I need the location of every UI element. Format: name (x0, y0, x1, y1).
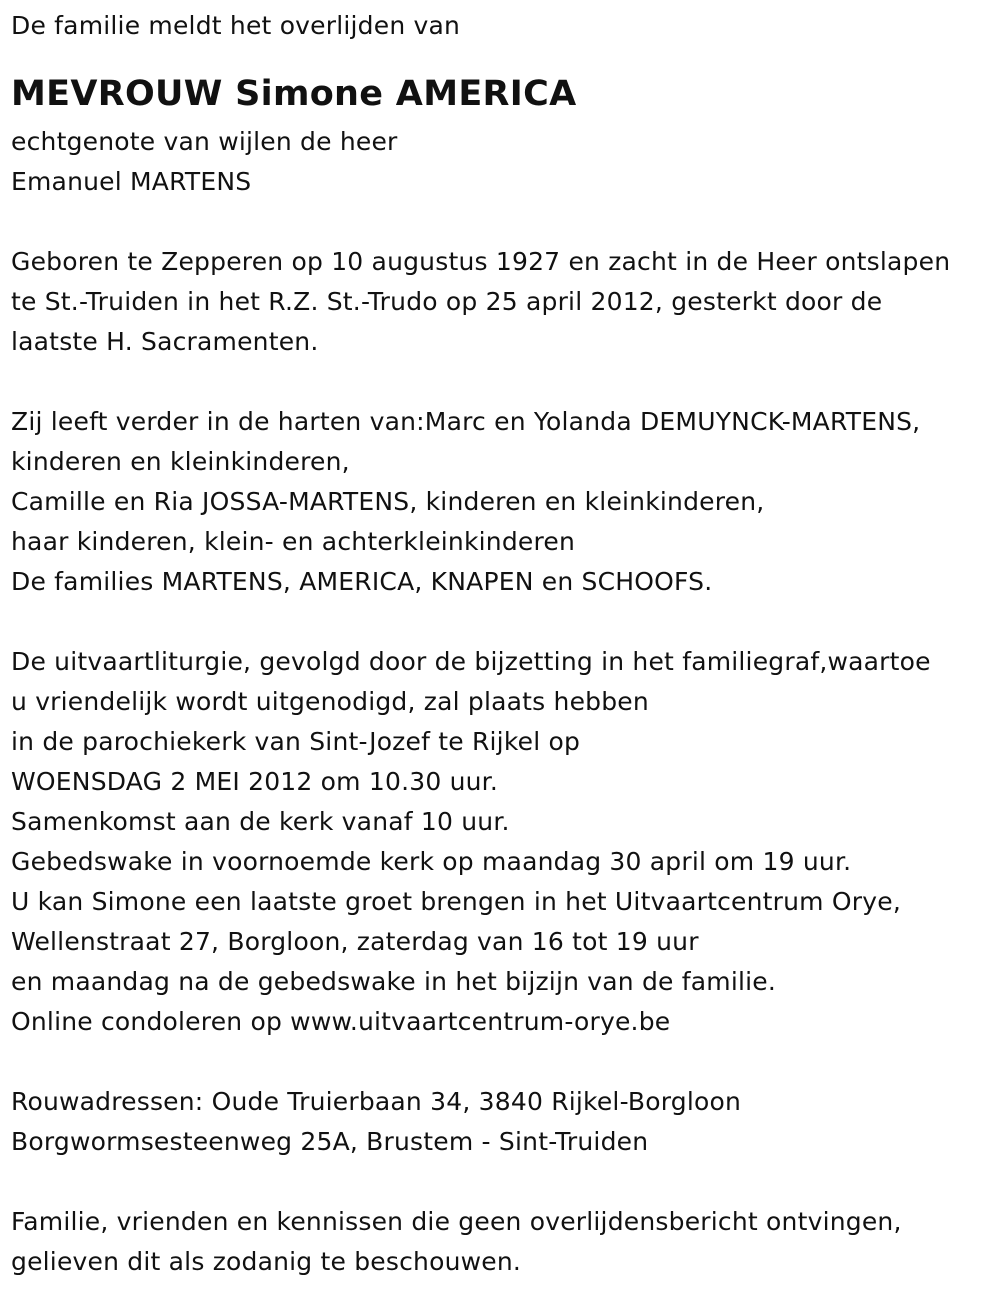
survivors-section (11, 402, 996, 602)
addresses-section (11, 1082, 996, 1162)
closing-line: Familie, vrienden en kennissen die geen overlijdensbericht ontvingen, (11, 1207, 902, 1236)
funeral-line: Samenkomst aan de kerk vanaf 10 uur. (11, 807, 510, 836)
birth-death-section (11, 242, 996, 362)
spouse-line: Emanuel MARTENS (11, 167, 252, 196)
birth-death-line: Geboren te Zepperen op 10 augustus 1927 en zacht in de Heer ontslapen (11, 247, 951, 276)
funeral-line: Wellenstraat 27, Borgloon, zaterdag van 16 tot 19 uur (11, 927, 699, 956)
paragraph-gap (11, 602, 996, 642)
deceased-name: MEVROUW Simone AMERICA (11, 74, 577, 114)
address-line: Rouwadressen: Oude Truierbaan 34, 3840 Rijkel-Borgloon (11, 1087, 742, 1116)
funeral-line: U kan Simone een laatste groet brengen in het Uitvaartcentrum Orye, (11, 887, 901, 916)
funeral-line: u vriendelijk wordt uitgenodigd, zal plaats hebben (11, 687, 649, 716)
survivors-line: Zij leeft verder in de harten van:Marc en Yolanda DEMUYNCK-MARTENS, (11, 407, 921, 436)
paragraph-gap (11, 362, 996, 402)
survivors-line: Camille en Ria JOSSA-MARTENS, kinderen en kleinkinderen, (11, 487, 765, 516)
birth-death-line: te St.-Truiden in het R.Z. St.-Trudo op 25 april 2012, gesterkt door de (11, 287, 883, 316)
funeral-section (11, 642, 996, 1042)
funeral-line: in de parochiekerk van Sint-Jozef te Rijkel op (11, 727, 581, 756)
paragraph-gap (11, 1042, 996, 1082)
paragraph-gap (11, 202, 996, 242)
closing-section (11, 1202, 996, 1282)
closing-line: gelieven dit als zodanig te beschouwen. (11, 1247, 522, 1276)
survivors-line: kinderen en kleinkinderen, (11, 447, 350, 476)
condolence-website: Online condoleren op www.uitvaartcentrum-orye.be (11, 1007, 671, 1036)
spouse-section (11, 122, 996, 202)
intro-text: De familie meldt het overlijden van (11, 11, 461, 40)
death-notice (11, 6, 996, 1282)
survivors-line: De families MARTENS, AMERICA, KNAPEN en SCHOOFS. (11, 567, 713, 596)
paragraph-gap (11, 1162, 996, 1202)
spouse-line: echtgenote van wijlen de heer (11, 127, 398, 156)
birth-death-line: laatste H. Sacramenten. (11, 327, 319, 356)
survivors-line: haar kinderen, klein- en achterkleinkinderen (11, 527, 576, 556)
funeral-line: WOENSDAG 2 MEI 2012 om 10.30 uur. (11, 767, 498, 796)
address-line: Borgwormsesteenweg 25A, Brustem - Sint-Truiden (11, 1127, 649, 1156)
funeral-line: Gebedswake in voornoemde kerk op maandag 30 april om 19 uur. (11, 847, 852, 876)
funeral-line: en maandag na de gebedswake in het bijzijn van de familie. (11, 967, 777, 996)
funeral-line: De uitvaartliturgie, gevolgd door de bijzetting in het familiegraf,waartoe (11, 647, 931, 676)
